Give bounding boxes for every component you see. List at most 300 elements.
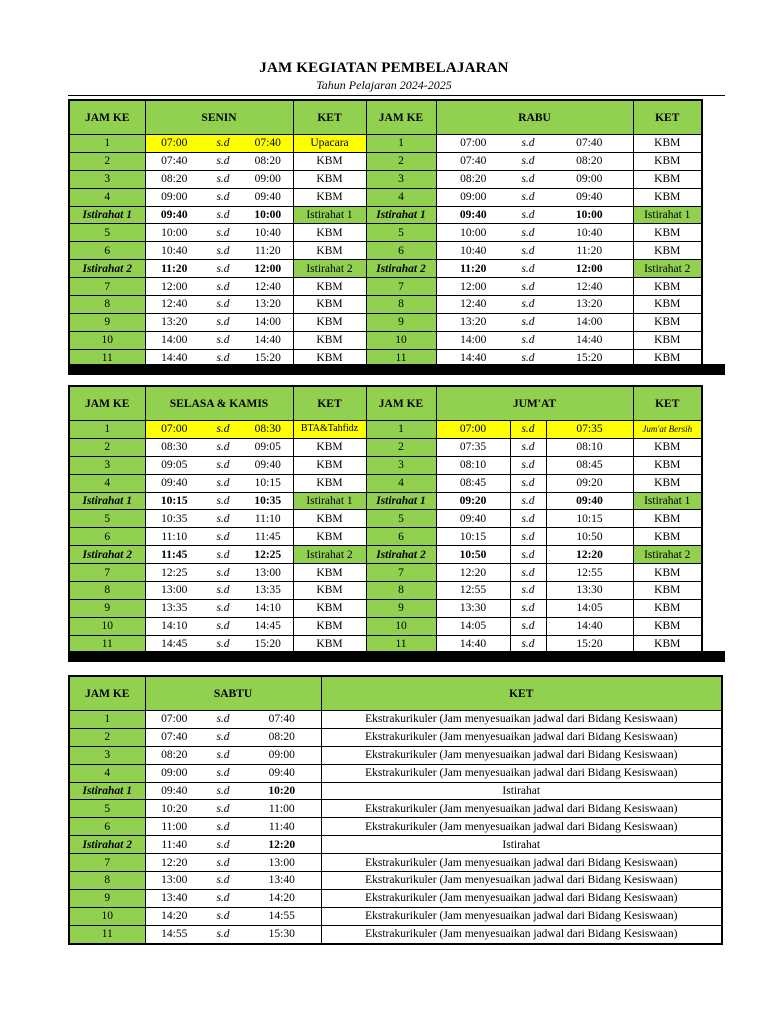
end-time: 14:45	[243, 617, 293, 635]
start-time: 14:55	[145, 925, 203, 943]
jam-ke-cell: 10	[366, 617, 436, 635]
start-time: 08:20	[145, 746, 203, 764]
jam-ke-cell: 5	[69, 224, 145, 242]
jam-ke-cell: 5	[69, 510, 145, 528]
jam-ke-cell: Istirahat 2	[69, 260, 145, 278]
jam-ke-cell: 1	[366, 421, 436, 439]
end-time: 09:00	[546, 170, 633, 188]
ket-cell: KBM	[633, 474, 702, 492]
jam-ke-cell: 8	[69, 582, 145, 600]
ket-cell: KBM	[293, 349, 366, 367]
separator-sd: s.d	[203, 872, 243, 890]
start-time: 12:00	[145, 278, 203, 296]
ket-cell: KBM	[633, 331, 702, 349]
ket-cell: KBM	[633, 135, 702, 153]
end-time: 10:40	[243, 224, 293, 242]
ket-cell: KBM	[293, 242, 366, 260]
start-time: 09:20	[436, 492, 510, 510]
separator-sd: s.d	[510, 421, 546, 439]
end-time: 08:45	[546, 456, 633, 474]
table-row	[69, 206, 702, 224]
schedule-table-selasa-jumat	[68, 385, 703, 655]
table-row	[69, 492, 702, 510]
start-time: 07:00	[145, 135, 203, 153]
header-row	[69, 386, 702, 421]
end-time: 12:55	[546, 564, 633, 582]
jam-ke-cell: 9	[69, 599, 145, 617]
end-time: 14:10	[243, 599, 293, 617]
separator-sd: s.d	[203, 635, 243, 653]
ket-cell: KBM	[633, 152, 702, 170]
start-time: 14:05	[436, 617, 510, 635]
jam-ke-cell: 4	[69, 764, 145, 782]
jam-ke-cell: 8	[69, 872, 145, 890]
separator-sd: s.d	[203, 260, 243, 278]
jam-ke-cell: 7	[366, 278, 436, 296]
table-row	[69, 889, 722, 907]
ket-cell: Istirahat 1	[633, 206, 702, 224]
jam-ke-cell: Istirahat 1	[69, 206, 145, 224]
end-time: 15:20	[243, 635, 293, 653]
ket-cell: KBM	[633, 242, 702, 260]
start-time: 10:50	[436, 546, 510, 564]
end-time: 12:20	[243, 836, 321, 854]
table-row	[69, 818, 722, 836]
end-time: 15:20	[546, 349, 633, 367]
header-ket: KET	[633, 100, 702, 135]
start-time: 10:20	[145, 800, 203, 818]
end-time: 14:55	[243, 907, 321, 925]
separator-sd: s.d	[510, 349, 546, 367]
ket-cell: Ekstrakurikuler (Jam menyesuaikan jadwal dari Bidang Kesiswaan)	[321, 818, 722, 836]
jam-ke-cell: 11	[366, 635, 436, 653]
ket-cell: Ekstrakurikuler (Jam menyesuaikan jadwal dari Bidang Kesiswaan)	[321, 800, 722, 818]
jam-ke-cell: 11	[69, 635, 145, 653]
jam-ke-cell: Istirahat 2	[69, 836, 145, 854]
jam-ke-cell: 10	[69, 331, 145, 349]
end-time: 12:00	[546, 260, 633, 278]
start-time: 07:00	[145, 421, 203, 439]
start-time: 14:00	[145, 331, 203, 349]
separator-sd: s.d	[510, 528, 546, 546]
end-time: 07:40	[243, 135, 293, 153]
header-row	[69, 100, 702, 135]
header-ket: KET	[293, 100, 366, 135]
table-row	[69, 746, 722, 764]
separator-sd: s.d	[510, 617, 546, 635]
ket-cell: Istirahat	[321, 836, 722, 854]
end-time: 09:40	[243, 764, 321, 782]
page-title: JAM KEGIATAN PEMBELAJARAN	[259, 60, 509, 76]
end-time: 14:00	[546, 313, 633, 331]
start-time: 09:00	[436, 188, 510, 206]
end-time: 08:20	[546, 152, 633, 170]
ket-cell: KBM	[293, 528, 366, 546]
jam-ke-cell: 11	[69, 925, 145, 943]
separator-sd: s.d	[203, 836, 243, 854]
header-row	[69, 676, 722, 711]
ket-cell: KBM	[293, 564, 366, 582]
ket-cell: KBM	[633, 313, 702, 331]
ket-cell: KBM	[633, 528, 702, 546]
ket-cell: Upacara	[293, 135, 366, 153]
jam-ke-cell: 1	[69, 421, 145, 439]
end-time: 12:20	[546, 546, 633, 564]
table-row	[69, 907, 722, 925]
start-time: 10:00	[436, 224, 510, 242]
ket-cell: KBM	[633, 599, 702, 617]
start-time: 11:10	[145, 528, 203, 546]
jam-ke-cell: 3	[366, 456, 436, 474]
separator-sd: s.d	[203, 854, 243, 872]
end-time: 10:15	[243, 474, 293, 492]
jam-ke-cell: 1	[366, 135, 436, 153]
start-time: 14:00	[436, 331, 510, 349]
ket-cell: KBM	[293, 599, 366, 617]
end-time: 11:00	[243, 800, 321, 818]
table-row	[69, 296, 702, 314]
header-jam-ke: JAM KE	[69, 386, 145, 421]
separator-sd: s.d	[203, 564, 243, 582]
table-row	[69, 564, 702, 582]
separator-sd: s.d	[510, 224, 546, 242]
ket-cell: KBM	[293, 224, 366, 242]
jam-ke-cell: 1	[69, 711, 145, 729]
end-time: 11:45	[243, 528, 293, 546]
table-row	[69, 854, 722, 872]
table-row	[69, 711, 722, 729]
jam-ke-cell: Istirahat 1	[366, 206, 436, 224]
ket-cell: KBM	[293, 474, 366, 492]
table-footer-bar	[68, 364, 725, 375]
start-time: 13:20	[436, 313, 510, 331]
jam-ke-cell: 10	[69, 617, 145, 635]
table-row	[69, 278, 702, 296]
ket-cell: Istirahat 2	[293, 260, 366, 278]
separator-sd: s.d	[203, 206, 243, 224]
end-time: 15:30	[243, 925, 321, 943]
separator-sd: s.d	[510, 492, 546, 510]
start-time: 14:40	[436, 635, 510, 653]
start-time: 07:00	[436, 135, 510, 153]
table-row	[69, 872, 722, 890]
separator-sd: s.d	[203, 492, 243, 510]
jam-ke-cell: 6	[69, 818, 145, 836]
start-time: 13:40	[145, 889, 203, 907]
jam-ke-cell: 3	[69, 456, 145, 474]
end-time: 09:00	[243, 746, 321, 764]
start-time: 10:35	[145, 510, 203, 528]
end-time: 13:40	[243, 872, 321, 890]
separator-sd: s.d	[510, 582, 546, 600]
end-time: 13:30	[546, 582, 633, 600]
start-time: 08:30	[145, 438, 203, 456]
jam-ke-cell: Istirahat 2	[366, 260, 436, 278]
start-time: 11:00	[145, 818, 203, 836]
table-row	[69, 135, 702, 153]
header-jam-ke: JAM KE	[366, 100, 436, 135]
separator-sd: s.d	[203, 889, 243, 907]
table-row	[69, 510, 702, 528]
ket-cell: Ekstrakurikuler (Jam menyesuaikan jadwal dari Bidang Kesiswaan)	[321, 925, 722, 943]
jam-ke-cell: Istirahat 1	[69, 782, 145, 800]
start-time: 08:10	[436, 456, 510, 474]
separator-sd: s.d	[203, 170, 243, 188]
separator-sd: s.d	[203, 242, 243, 260]
jam-ke-cell: 5	[366, 510, 436, 528]
separator-sd: s.d	[203, 152, 243, 170]
separator-sd: s.d	[203, 746, 243, 764]
jam-ke-cell: 6	[69, 242, 145, 260]
end-time: 12:40	[546, 278, 633, 296]
separator-sd: s.d	[203, 510, 243, 528]
ket-cell: KBM	[633, 510, 702, 528]
ket-cell: Istirahat 2	[633, 260, 702, 278]
table-row	[69, 728, 722, 746]
separator-sd: s.d	[510, 564, 546, 582]
jam-ke-cell: 4	[366, 188, 436, 206]
end-time: 09:40	[546, 492, 633, 510]
table-row	[69, 224, 702, 242]
jam-ke-cell: 10	[69, 907, 145, 925]
ket-cell: KBM	[633, 438, 702, 456]
end-time: 09:00	[243, 170, 293, 188]
table-row	[69, 582, 702, 600]
jam-ke-cell: 2	[69, 152, 145, 170]
end-time: 09:40	[243, 188, 293, 206]
ket-cell: Ekstrakurikuler (Jam menyesuaikan jadwal dari Bidang Kesiswaan)	[321, 889, 722, 907]
header-day-left: SENIN	[145, 100, 293, 135]
table-row	[69, 242, 702, 260]
start-time: 13:20	[145, 313, 203, 331]
jam-ke-cell: 9	[69, 313, 145, 331]
schedule-table-sabtu	[68, 675, 723, 945]
table-footer-bar	[68, 651, 725, 662]
start-time: 11:40	[145, 836, 203, 854]
separator-sd: s.d	[510, 635, 546, 653]
ket-cell: KBM	[633, 224, 702, 242]
jam-ke-cell: 8	[366, 296, 436, 314]
end-time: 10:40	[546, 224, 633, 242]
table-row	[69, 925, 722, 943]
separator-sd: s.d	[203, 617, 243, 635]
start-time: 14:20	[145, 907, 203, 925]
start-time: 10:40	[436, 242, 510, 260]
ket-cell: Istirahat 2	[633, 546, 702, 564]
start-time: 08:20	[436, 170, 510, 188]
header-jam-ke: JAM KE	[366, 386, 436, 421]
separator-sd: s.d	[510, 599, 546, 617]
separator-sd: s.d	[510, 474, 546, 492]
start-time: 11:20	[145, 260, 203, 278]
ket-cell: KBM	[633, 564, 702, 582]
jam-ke-cell: 2	[69, 438, 145, 456]
end-time: 14:00	[243, 313, 293, 331]
end-time: 14:40	[546, 617, 633, 635]
header-ket: KET	[321, 676, 722, 711]
table-row	[69, 800, 722, 818]
jam-ke-cell: 6	[366, 242, 436, 260]
end-time: 10:00	[546, 206, 633, 224]
separator-sd: s.d	[203, 782, 243, 800]
end-time: 12:40	[243, 278, 293, 296]
end-time: 08:20	[243, 728, 321, 746]
jam-ke-cell: 1	[69, 135, 145, 153]
ket-cell: Ekstrakurikuler (Jam menyesuaikan jadwal dari Bidang Kesiswaan)	[321, 854, 722, 872]
table-row	[69, 836, 722, 854]
end-time: 07:40	[546, 135, 633, 153]
end-time: 10:15	[546, 510, 633, 528]
start-time: 11:20	[436, 260, 510, 278]
start-time: 09:00	[145, 188, 203, 206]
start-time: 14:40	[145, 349, 203, 367]
end-time: 11:20	[243, 242, 293, 260]
separator-sd: s.d	[510, 546, 546, 564]
start-time: 08:20	[145, 170, 203, 188]
jam-ke-cell: 4	[366, 474, 436, 492]
ket-cell: Ekstrakurikuler (Jam menyesuaikan jadwal dari Bidang Kesiswaan)	[321, 711, 722, 729]
jam-ke-cell: 7	[69, 564, 145, 582]
end-time: 09:05	[243, 438, 293, 456]
end-time: 09:40	[546, 188, 633, 206]
start-time: 09:40	[145, 206, 203, 224]
jam-ke-cell: 2	[69, 728, 145, 746]
separator-sd: s.d	[203, 599, 243, 617]
jam-ke-cell: Istirahat 2	[366, 546, 436, 564]
start-time: 07:00	[436, 421, 510, 439]
start-time: 07:35	[436, 438, 510, 456]
end-time: 12:25	[243, 546, 293, 564]
jam-ke-cell: 11	[69, 349, 145, 367]
start-time: 12:40	[145, 296, 203, 314]
separator-sd: s.d	[203, 421, 243, 439]
end-time: 14:05	[546, 599, 633, 617]
jam-ke-cell: 11	[366, 349, 436, 367]
ket-cell: KBM	[293, 278, 366, 296]
ket-cell: Istirahat 1	[293, 206, 366, 224]
ket-cell: Jum'at Bersih	[633, 421, 702, 439]
start-time: 09:40	[145, 474, 203, 492]
separator-sd: s.d	[510, 170, 546, 188]
ket-cell: KBM	[633, 188, 702, 206]
separator-sd: s.d	[203, 278, 243, 296]
end-time: 15:20	[546, 635, 633, 653]
start-time: 07:40	[145, 728, 203, 746]
end-time: 08:10	[546, 438, 633, 456]
table-row	[69, 331, 702, 349]
end-time: 10:50	[546, 528, 633, 546]
end-time: 13:20	[546, 296, 633, 314]
jam-ke-cell: 9	[366, 599, 436, 617]
start-time: 09:05	[145, 456, 203, 474]
start-time: 13:35	[145, 599, 203, 617]
end-time: 11:10	[243, 510, 293, 528]
schedule-table-senin-rabu	[68, 99, 703, 369]
separator-sd: s.d	[203, 818, 243, 836]
start-time: 07:00	[145, 711, 203, 729]
start-time: 09:40	[436, 206, 510, 224]
ket-cell: Istirahat 1	[293, 492, 366, 510]
end-time: 12:00	[243, 260, 293, 278]
separator-sd: s.d	[510, 331, 546, 349]
end-time: 15:20	[243, 349, 293, 367]
ket-cell: KBM	[633, 349, 702, 367]
separator-sd: s.d	[203, 925, 243, 943]
jam-ke-cell: 5	[366, 224, 436, 242]
start-time: 10:15	[436, 528, 510, 546]
jam-ke-cell: 4	[69, 474, 145, 492]
jam-ke-cell: 8	[69, 296, 145, 314]
table-row	[69, 546, 702, 564]
ket-cell: KBM	[293, 313, 366, 331]
end-time: 09:40	[243, 456, 293, 474]
separator-sd: s.d	[510, 313, 546, 331]
start-time: 13:30	[436, 599, 510, 617]
ket-cell: Istirahat	[321, 782, 722, 800]
header-jam-ke: JAM KE	[69, 676, 145, 711]
ket-cell: Ekstrakurikuler (Jam menyesuaikan jadwal dari Bidang Kesiswaan)	[321, 746, 722, 764]
separator-sd: s.d	[510, 188, 546, 206]
start-time: 09:40	[145, 782, 203, 800]
separator-sd: s.d	[203, 711, 243, 729]
end-time: 07:35	[546, 421, 633, 439]
start-time: 10:15	[145, 492, 203, 510]
end-time: 10:00	[243, 206, 293, 224]
ket-cell: Ekstrakurikuler (Jam menyesuaikan jadwal dari Bidang Kesiswaan)	[321, 872, 722, 890]
start-time: 08:45	[436, 474, 510, 492]
ket-cell: KBM	[293, 456, 366, 474]
table-row	[69, 152, 702, 170]
end-time: 08:20	[243, 152, 293, 170]
start-time: 14:10	[145, 617, 203, 635]
jam-ke-cell: 3	[366, 170, 436, 188]
table-row	[69, 617, 702, 635]
table-row	[69, 313, 702, 331]
separator-sd: s.d	[510, 456, 546, 474]
jam-ke-cell: 3	[69, 170, 145, 188]
jam-ke-cell: 2	[366, 152, 436, 170]
separator-sd: s.d	[203, 296, 243, 314]
jam-ke-cell: 3	[69, 746, 145, 764]
end-time: 10:35	[243, 492, 293, 510]
ket-cell: KBM	[293, 510, 366, 528]
table-row	[69, 456, 702, 474]
separator-sd: s.d	[510, 260, 546, 278]
separator-sd: s.d	[203, 224, 243, 242]
separator-sd: s.d	[203, 188, 243, 206]
ket-cell: KBM	[293, 635, 366, 653]
ket-cell: KBM	[633, 582, 702, 600]
jam-ke-cell: Istirahat 1	[366, 492, 436, 510]
start-time: 12:55	[436, 582, 510, 600]
header-day-right: JUM'AT	[436, 386, 633, 421]
header-jam-ke: JAM KE	[69, 100, 145, 135]
table-row	[69, 188, 702, 206]
separator-sd: s.d	[510, 242, 546, 260]
end-time: 13:35	[243, 582, 293, 600]
end-time: 14:20	[243, 889, 321, 907]
ket-cell: KBM	[293, 296, 366, 314]
end-time: 13:00	[243, 564, 293, 582]
end-time: 10:20	[243, 782, 321, 800]
jam-ke-cell: 5	[69, 800, 145, 818]
ket-cell: Istirahat 1	[633, 492, 702, 510]
jam-ke-cell: Istirahat 1	[69, 492, 145, 510]
end-time: 11:20	[546, 242, 633, 260]
ket-cell: KBM	[633, 635, 702, 653]
separator-sd: s.d	[203, 582, 243, 600]
header-day-right: RABU	[436, 100, 633, 135]
